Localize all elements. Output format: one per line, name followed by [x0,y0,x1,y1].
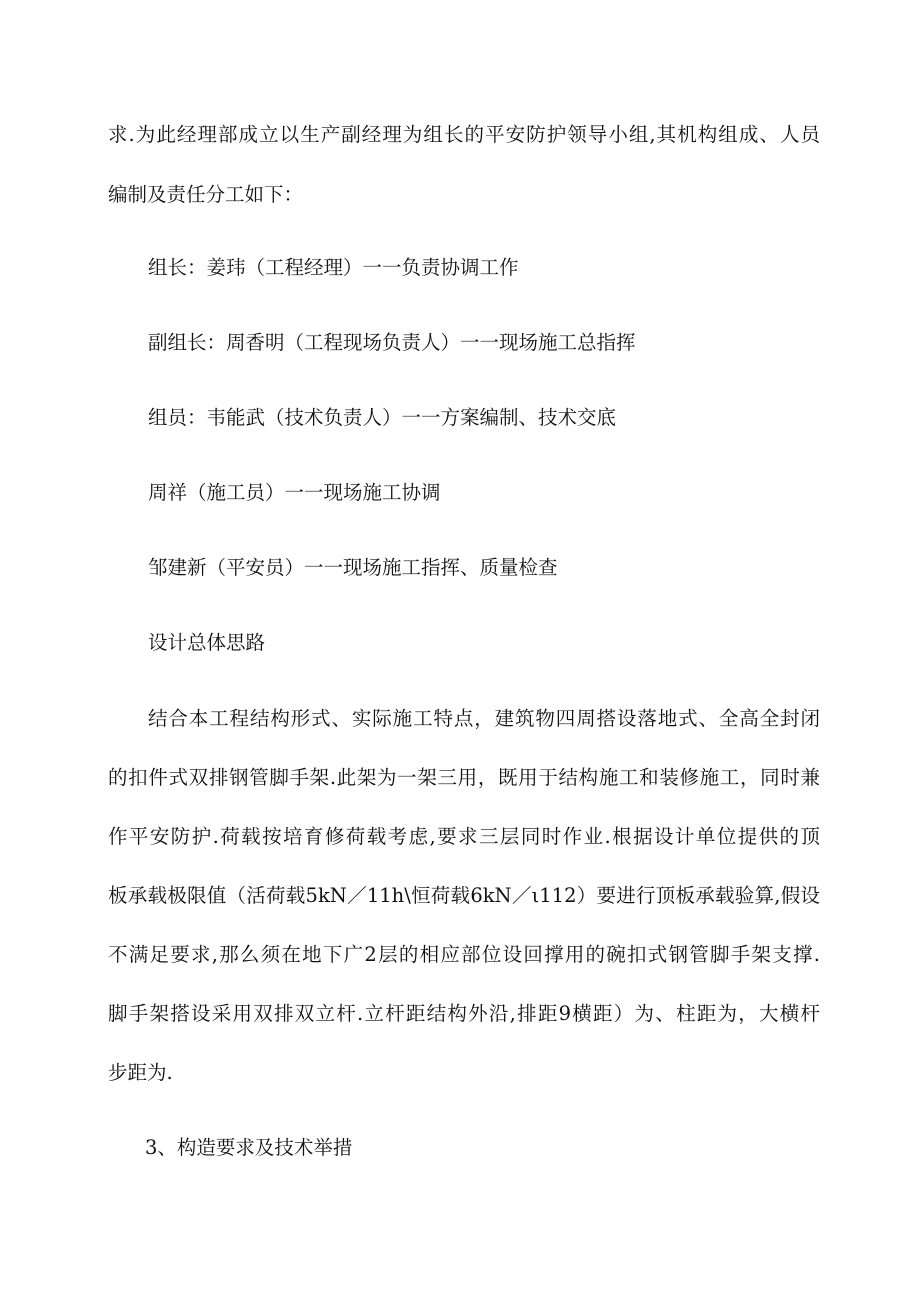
body-line-7: 步距为. [108,1061,173,1084]
member-deputy-leader: 副组长：周香明（工程现场负责人）一一现场施工总指挥 [148,331,636,354]
section-title: 设计总体思路 [148,631,266,654]
next-section-heading: 3、构造要求及技术举措 [145,1136,353,1159]
intro-line-2: 编制及责任分工如下： [108,183,304,206]
body-line-5: 不满足要求,那么须在地下广2层的相应部位设回撑用的碗扣式钢管脚手架支撑. [108,943,820,966]
body-line-3: 作平安防护.荷载按培育修荷载考虑,要求三层同时作业.根据设计单位提供的顶 [108,825,820,848]
member-tech-lead: 组员：韦能武（技术负责人）一一方案编制、技术交底 [148,406,617,429]
body-line-2: 的扣件式双排钢管脚手架.此架为一架三用，既用于结构施工和装修施工，同时兼 [108,766,820,789]
body-line-6: 脚手架搭设采用双排双立杆.立杆距结构外沿,排距9横距）为、柱距为，大横杆 [108,1002,820,1025]
member-construction: 周祥（施工员）一一现场施工协调 [148,481,441,504]
member-safety: 邹建新（平安员）一一现场施工指挥、质量检查 [148,556,558,579]
intro-line-1: 求.为此经理部成立以生产副经理为组长的平安防护领导小组,其机构组成、人员 [108,123,820,146]
body-line-1: 结合本工程结构形式、实际施工特点，建筑物四周搭设落地式、全高全封闭 [148,707,820,730]
body-line-4: 板承载极限值（活荷载5kN／11h\恒荷载6kN／ι112）要进行顶板承载验算,假设 [108,884,820,907]
member-leader: 组长：姜玮（工程经理）一一负责协调工作 [148,256,519,279]
